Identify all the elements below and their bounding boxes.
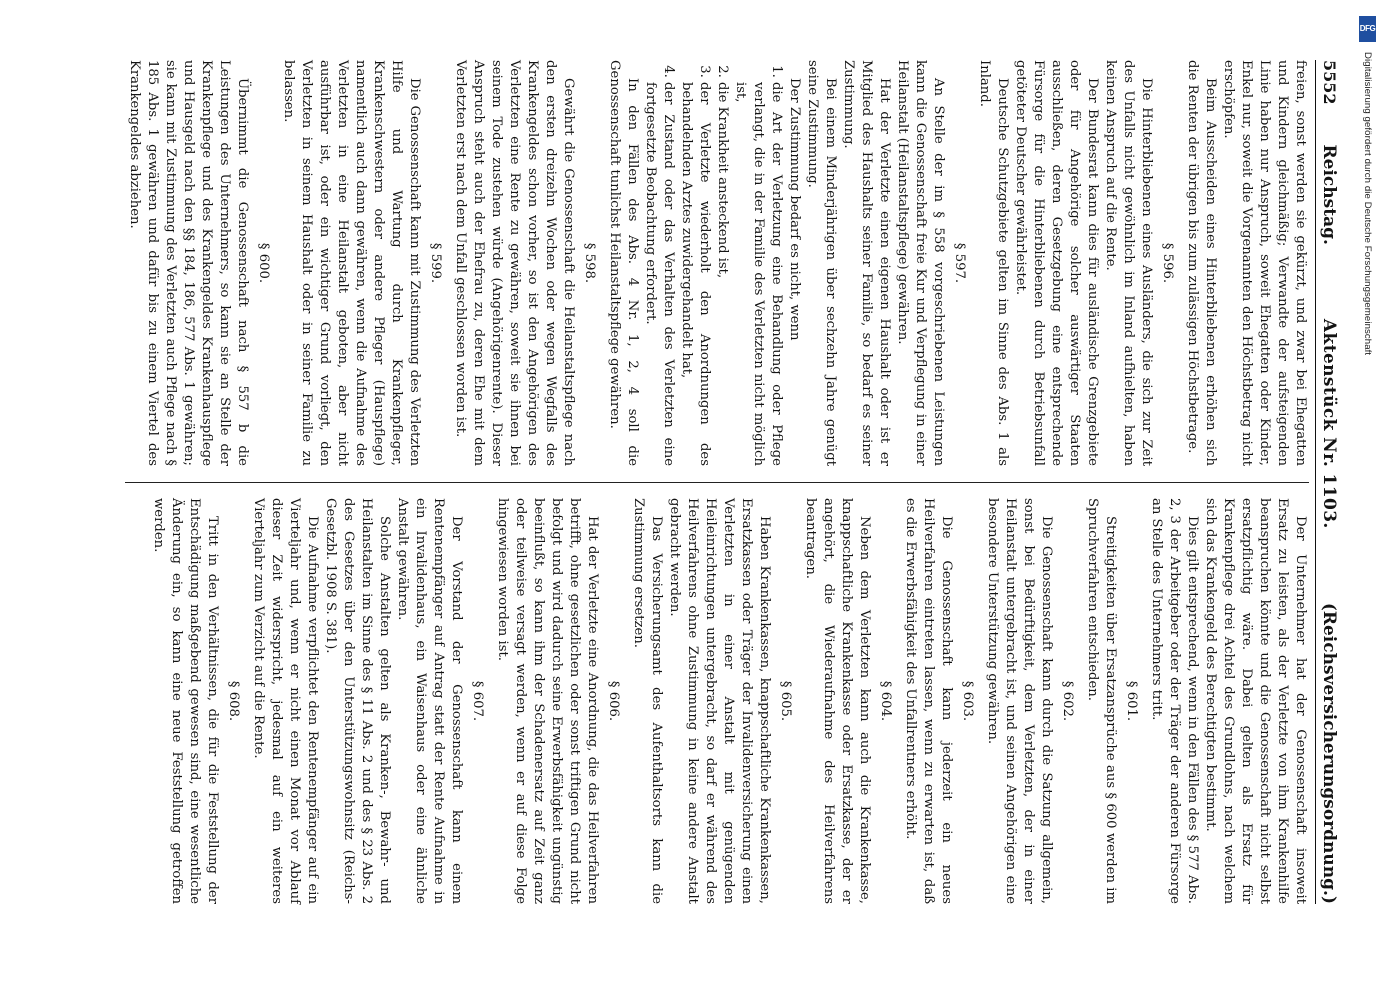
paragraph: Die Hinterbliebenen eines Ausländers, die sich zur Zeit des Unfalls nicht gewöhnlich im Inland aufhielten, haben keinen Anspruch auf die Rente. (1103, 60, 1154, 466)
section-heading: § 606. (606, 680, 621, 722)
header-right: (Reichsversicherungsordnung.) (1319, 602, 1339, 904)
numbered-list (641, 60, 785, 466)
section-heading: § 602. (1060, 680, 1075, 722)
section-heading: § 598. (582, 242, 597, 284)
list-item: 2. die Krankheit ansteckend ist, (713, 82, 731, 466)
paragraph: In den Fällen des Abs. 4 Nr. 1, 2, 4 soll die Genossenschaft tunlichst Heilanstaltspflege gewähren. (607, 60, 640, 466)
paragraph: Gewährt die Genossenschaft die Heilanstaltspflege nach den ersten dreizehn Wochen oder wegen Wegfalls des Krankengeldes schon vorher, so ist den Angehörigen des Verletzten eine Rente zu gewähren, soweit sie ihnen bei seinem Tode zustehen würde (Angehörigenrente). Dieser Anspruch steht auch der Ehefrau zu, deren Ehe mit dem Verletzten erst nach dem Unfall geschlossen worden ist. (453, 60, 576, 466)
paragraph: Die Genossenschaft kann jederzeit ein neues Heilverfahren eintreten lassen, wenn zu erwarten ist, daß es die Erwerbsfähigkeit des Unfallrentners erhöht. (903, 498, 954, 904)
paragraph: Der Vorstand der Genossenschaft kann einem Rentenempfänger auf Antrag statt der Rente Aufnahme in ein Invalidenhaus, ein Waisenhaus oder eine ähnliche Anstalt gewähren. (395, 498, 464, 904)
paragraph: Neben dem Verletzten kann auch die Krankenkasse, knappschaftliche Krankenkasse oder Ersatzkasse, der er angehört, die Wiederaufnahme des Heilverfahrens beantragen. (803, 498, 872, 904)
page-header (1315, 60, 1339, 904)
list-item: 3. der Verletzte wiederholt den Anordnungen des behandelnden Arztes zuwidergehandelt hat, (677, 82, 713, 466)
section-heading: § 608. (226, 680, 241, 722)
paragraph: An Stelle der im § 558 vorgeschriebenen Leistungen kann die Genossenschaft freie Kur und Verpflegung in einer Heilanstalt (Heilanstaltspflege) gewähren. (895, 60, 946, 466)
paragraph: Hat der Verletzte einen eigenen Haushalt oder ist er Mitglied des Haushalts seiner Familie, so bedarf es seiner Zustimmung. (841, 60, 892, 466)
paragraph: Beim Ausscheiden eines Hinterbliebenen erhöhen sich die Renten der übrigen bis zum zulässigen Höchstbetrage. (1185, 60, 1218, 466)
section-heading: § 604. (878, 680, 893, 722)
paragraph: Deutsche Schutzgebiete gelten im Sinne des Abs. 1 als Inland. (977, 60, 1010, 466)
paragraph: Der Zustimmung bedarf es nicht, wenn (787, 78, 802, 341)
paragraph: freien, sonst werden sie gekürzt, und zwar bei Ehegatten und Kindern gleichmäßig; Verwandte der aufsteigenden Linie haben nur Anspruch, soweit Ehegatten oder Kinder, Enkel nur, soweit die Vorgenannten den Höchstbetrag nicht erschöpfen. (1221, 60, 1308, 466)
paragraph: Die Genossenschaft kann durch die Satzung allgemein, sonst bei Bedürftigkeit, dem Verletzten, der in einer Heilanstalt untergebracht ist, und seinen Angehörigen eine besondere Unterstützung gewähren. (985, 498, 1054, 904)
paragraph: Das Versicherungsamt des Aufenthaltsorts kann die Zustimmung ersetzen. (631, 498, 664, 904)
paragraph: Dies gilt entsprechend, wenn in den Fällen des § 577 Abs. 2, 3 der Arbeitgeber oder der Träger der anderen Fürsorge an Stelle des Unternehmers tritt. (1149, 498, 1200, 904)
paragraph: Solche Anstalten gelten als Kranken-, Bewahr- und Heilanstalten im Sinne des § 11 Abs. 2 und des § 23 Abs. 2 des Gesetzes über den Unterstützungswohnsitz (Reichs-Gesetzbl. 1908 S. 381). (323, 498, 392, 904)
paragraph: Streitigkeiten über Ersatzansprüche aus § 600 werden im Spruchverfahren entschieden. (1085, 498, 1118, 904)
dfg-logo: DFG (1359, 16, 1376, 42)
header-center: Aktenstück Nr. 1103. (1319, 318, 1339, 529)
paragraph: Bei einem Minderjährigen über sechzehn Jahre genügt seine Zustimmung. (805, 60, 838, 466)
right-column (125, 482, 1309, 904)
section-heading: § 605. (778, 680, 793, 722)
header-left: Reichstag. (1319, 144, 1339, 245)
digitization-note: Digitalisierung gefördert durch die Deutsche Forschungsgemeinschaft (1362, 52, 1373, 356)
paragraph: Die Genossenschaft kann mit Zustimmung des Verletzten Hilfe und Wartung durch Krankenpfleger, Krankenschwestern oder andere Pfleger (Hauspflege) namentlich auch dann gewähren, wenn die Aufnahme des Verletzten in eine Heilanstalt geboten, aber nicht ausführbar ist, oder ein wichtiger Grund vorliegt, den Verletzten in seinem Haushalt oder in seiner Familie zu belassen. (281, 60, 422, 466)
paragraph: Der Bundesrat kann dies für ausländische Grenzgebiete oder für Angehörige solcher auswärtiger Staaten ausschließen, deren Gesetzgebung eine entsprechende Fürsorge für die Hinterbliebenen durch Betriebsunfall getöteter Deutscher gewährleistet. (1013, 60, 1100, 466)
paragraph: Tritt in den Verhältnissen, die für die Feststellung der Entschädigung maßgebend gewesen sind, eine wesentliche Änderung ein, so kann eine neue Feststellung getroffen werden. (151, 498, 220, 904)
section-heading: § 597. (952, 242, 967, 284)
section-heading: § 600. (256, 242, 271, 284)
section-heading: § 607. (470, 680, 485, 722)
section-heading: § 599. (428, 242, 443, 284)
list-item: 4. der Zustand oder das Verhalten des Verletzten eine fortgesetzte Beobachtung erfordert. (641, 82, 677, 466)
digitization-sidebar (1355, 8, 1381, 992)
page-number: 5552 (1320, 60, 1339, 105)
section-heading: § 596. (1160, 242, 1175, 284)
paragraph: Hat der Verletzte eine Anordnung, die das Heilverfahren betrifft, ohne gesetzlichen oder sonst triftigen Grund nicht befolgt und wird dadurch seine Erwerbsfähigkeit ungünstig beeinflußt, so kann ihm der Schadenersatz auf Zeit ganz oder teilweise versagt werden, wenn er auf diese Folge hingewiesen worden ist. (495, 498, 600, 904)
text-columns (125, 60, 1309, 904)
list-item: 1. die Art der Verletzung eine Behandlung oder Pflege verlangt, die in der Familie des Verletzten nicht möglich ist, (731, 82, 785, 466)
section-heading: § 601. (1124, 680, 1139, 722)
paragraph: Der Unternehmer hat der Genossenschaft insoweit Ersatz zu leisten, als der Verletzte von ihm Krankenhilfe beanspruchen könnte und die Genossenschaft nicht selbst ersatzpflichtig wäre. Dabei gelten als Ersatz für Krankenpflege drei Achtel des Grundlohns, nach welchem sich das Krankengeld des Berechtigten bestimmt. (1203, 498, 1308, 904)
paragraph: Übernimmt die Genossenschaft nach § 557 b die Leistungen des Unternehmers, so kann sie an Stelle der Krankenpflege und des Krankengeldes Krankenhauspflege und Hausgeld nach den §§ 184, 186, 577 Abs. 1 gewähren; sie kann mit Zustimmung des Verletzten auch Pflege nach § 185 Abs. 1 gewähren und dafür bis zu einem Viertel des Krankengeldes abziehen. (127, 60, 250, 466)
paragraph: Die Aufnahme verpflichtet den Rentenempfänger auf ein Vierteljahr und, wenn er nicht einen Monat vor Ablauf dieser Zeit widerspricht, jedesmal auf ein weiteres Vierteljahr zum Verzicht auf die Rente. (251, 498, 320, 904)
left-column (125, 60, 1309, 482)
section-heading: § 603. (960, 680, 975, 722)
paragraph: Haben Krankenkassen, knappschaftliche Krankenkassen, Ersatzkassen oder Träger der Invalidenversicherung einen Verletzten in einer Anstalt mit genügenden Heileinrichtungen untergebracht, so darf er während des Heilverfahrens ohne Zustimmung in keine andere Anstalt gebracht werden. (667, 498, 772, 904)
